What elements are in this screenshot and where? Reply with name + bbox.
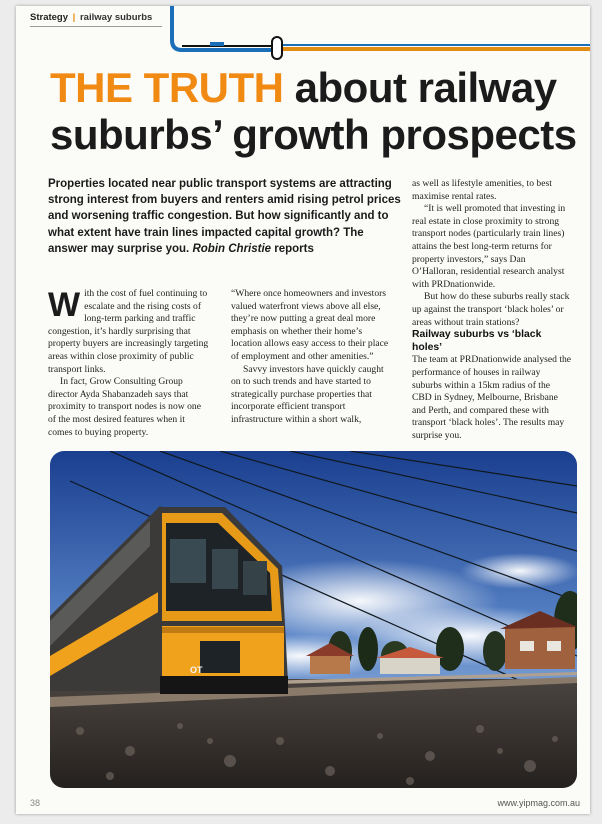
- body-paragraph: “Where once homeowners and investors valued waterfront views above all else, they’re now putting a great deal more emphasis on whether their home’s location allows easy access to their place of employment and other amenities.”: [231, 288, 389, 362]
- body-column-2: [231, 288, 393, 427]
- standfirst: [48, 176, 403, 257]
- section-name: Strategy: [30, 12, 69, 23]
- subsection-name: railway suburbs: [79, 12, 153, 23]
- page-number: 38: [30, 798, 41, 808]
- section-divider: |: [72, 12, 76, 23]
- train-number: OT: [190, 665, 203, 675]
- headline: [50, 64, 580, 158]
- body-paragraph: Savvy investors have quickly caught on to such trends and have started to strategically purchase properties that incorporate efficient transport infrastructure within a short walk,: [231, 363, 384, 425]
- transit-marker: [210, 42, 224, 46]
- body-paragraph: “It is well promoted that investing in real estate in close proximity to strong transport nodes (particularly train lines) attains the best long-term returns for property investors,” says Dan O’Halloran, residential research analyst with PRDnationwide.: [412, 203, 566, 290]
- station-capsule-icon: [272, 37, 282, 59]
- drop-cap: W: [48, 286, 81, 324]
- body-column-3: [412, 178, 572, 442]
- cloud: [460, 553, 577, 589]
- subheading: Railway suburbs vs ‘black holes’: [412, 329, 542, 353]
- byline-suffix: reports: [271, 242, 314, 255]
- website-url: www.yipmag.com.au: [497, 798, 580, 808]
- transit-line-graphic: [166, 6, 590, 62]
- header-rule: [30, 26, 162, 27]
- standfirst-text: Properties located near public transport systems are attracting strong interest from buyers and renters amid rising petrol prices and worsening traffic congestion. But how significantly and to what extent have train lines impacted capital growth? The answer may surprise you.: [48, 178, 401, 255]
- headline-line2: suburbs’ growth prospects: [50, 111, 577, 158]
- train-photo: [50, 451, 577, 788]
- body-paragraph: as well as lifestyle amenities, to best maximise rental rates.: [412, 178, 552, 202]
- body-column-1: [48, 288, 210, 439]
- headline-accent: THE TRUTH: [50, 64, 284, 111]
- body-paragraph: With the cost of fuel continuing to escalate and the rising costs of long-term parking and traffic congestion, it’s hardly surprising that property buyers are increasingly targeting areas within close proximity of public transport links.: [48, 286, 209, 375]
- byline-name: Robin Christie: [192, 242, 272, 255]
- section-label: [30, 12, 152, 23]
- body-paragraph: The team at PRDnationwide analysed the performance of houses in railway suburbs within a 15km radius of the CBD in Sydney, Melbourne, Brisbane and Perth, and compared these with transport ‘black holes’. The results may surprise you.: [412, 354, 572, 441]
- body-paragraph: In fact, Grow Consulting Group director Ayda Shabanzadeh says that proximity to transport nodes is now one of the most desired features when it comes to buying property.: [48, 376, 201, 438]
- body-paragraph: But how do these suburbs really stack up against the transport ‘black holes’ or areas without train stations?: [412, 291, 570, 328]
- headline-line1: about railway: [283, 64, 557, 111]
- magazine-page: [16, 6, 590, 814]
